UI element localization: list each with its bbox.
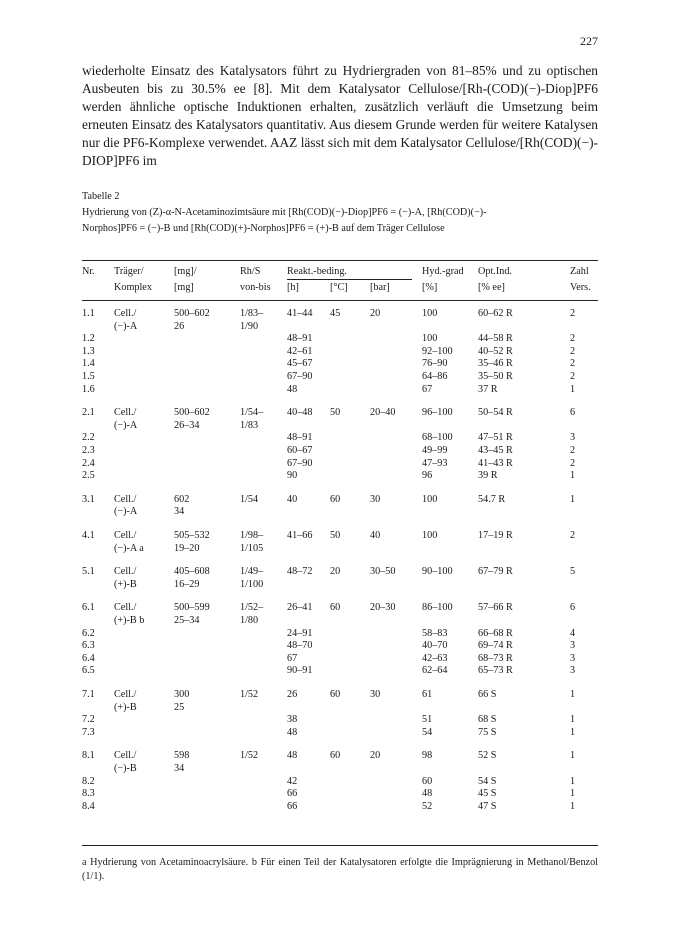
- cell-h: 42–61: [287, 345, 313, 357]
- cell-mg: 602: [174, 493, 190, 505]
- cell-hyd: 48: [422, 788, 433, 800]
- cell-z: 4: [570, 627, 576, 639]
- cell-z: 2: [570, 457, 576, 469]
- cell-tr: Cell./: [114, 689, 137, 700]
- header-opt: Opt.Ind.: [478, 266, 512, 277]
- cell-opt: 69–74 R: [478, 640, 513, 652]
- cell-hyd: 67: [422, 383, 433, 395]
- cell-z: 3: [570, 432, 576, 444]
- cell-hyd: 49–99: [422, 445, 448, 456]
- cell-bar: 40: [370, 530, 381, 541]
- cell-tr: (+)-B b: [114, 615, 145, 626]
- cell-nr: 7.2: [82, 714, 95, 726]
- cell-h: 45–67: [287, 358, 313, 370]
- header-opt-2: [% ee]: [478, 282, 505, 293]
- cell-tr: Cell./: [114, 602, 137, 614]
- cell-mg: 26–34: [174, 419, 200, 431]
- cell-mg: 34: [174, 763, 185, 774]
- table-row: [82, 470, 598, 484]
- cell-opt: 39 R: [478, 470, 498, 482]
- cell-z: 3: [570, 652, 576, 664]
- cell-c: 60: [330, 602, 341, 614]
- cell-mg: 34: [174, 506, 185, 518]
- header-komplex: Komplex: [114, 282, 152, 293]
- cell-h: 24–91: [287, 627, 313, 639]
- cell-z: 1: [570, 800, 576, 812]
- cell-hyd: 58–83: [422, 627, 448, 639]
- cell-hyd: 92–100: [422, 345, 453, 357]
- cell-opt: 60–62 R: [478, 308, 513, 319]
- cell-c: 20: [330, 566, 341, 578]
- cell-z: 1: [570, 726, 576, 738]
- header-hyd: Hyd.-grad: [422, 266, 464, 277]
- cell-z: 1: [570, 714, 576, 726]
- cell-c: 60: [330, 750, 341, 762]
- cell-hyd: 47–93: [422, 457, 448, 469]
- cell-h: 38: [287, 714, 298, 726]
- cell-mg: 500–602: [174, 308, 210, 319]
- cell-z: 5: [570, 566, 576, 578]
- cell-c: 50: [330, 530, 341, 541]
- cell-z: 1: [570, 689, 576, 700]
- cell-opt: 43–45 R: [478, 445, 513, 456]
- cell-h: 40: [287, 493, 298, 505]
- cell-tr: Cell./: [114, 493, 137, 505]
- cell-rh: 1/83: [240, 419, 259, 431]
- cell-opt: 47 S: [478, 800, 497, 812]
- cell-h: 26–41: [287, 602, 313, 614]
- cell-rh: 1/83–: [240, 308, 264, 319]
- cell-opt: 35–50 R: [478, 371, 513, 382]
- cell-z: 2: [570, 371, 576, 382]
- cell-h: 41–44: [287, 308, 313, 319]
- table-bottom-rule: [82, 845, 598, 846]
- cell-mg: 25: [174, 701, 185, 713]
- cell-h: 41–66: [287, 530, 313, 541]
- cell-mg: 25–34: [174, 615, 200, 626]
- header-row-1: [82, 266, 598, 280]
- cell-opt: 41–43 R: [478, 457, 513, 469]
- table-row: [82, 384, 598, 398]
- cell-nr: 6.3: [82, 640, 95, 652]
- cell-nr: 7.1: [82, 689, 95, 700]
- cell-tr: (−)-A: [114, 419, 138, 431]
- cell-bar: 30–50: [370, 566, 396, 578]
- cell-hyd: 61: [422, 689, 433, 700]
- cell-nr: 6.1: [82, 602, 95, 614]
- cell-opt: 52 S: [478, 750, 497, 762]
- cell-nr: 6.5: [82, 665, 95, 677]
- cell-nr: 2.5: [82, 470, 95, 482]
- cell-h: 48–72: [287, 566, 313, 578]
- header-traeger: Träger/: [114, 266, 144, 277]
- cell-tr: Cell./: [114, 407, 137, 419]
- cell-z: 1: [570, 775, 576, 787]
- cell-z: 1: [570, 493, 576, 505]
- cell-opt: 44–58 R: [478, 333, 513, 345]
- cell-hyd: 86–100: [422, 602, 453, 614]
- cell-z: 1: [570, 750, 576, 762]
- cell-h: 66: [287, 788, 298, 800]
- cell-opt: 75 S: [478, 726, 497, 738]
- cell-nr: 7.3: [82, 726, 95, 738]
- header-nr: Nr.: [82, 266, 95, 277]
- cell-tr: Cell./: [114, 530, 137, 541]
- page-number: 227: [580, 34, 598, 48]
- cell-mg: 300: [174, 689, 190, 700]
- body-paragraph: wiederholte Einsatz des Katalysators führt zu Hydriergraden von 81–85% und zu optischen Ausbeuten bis zu 30.5% ee [8]. Mit dem Katalysator Cellulose/[Rh-(COD)(−)-Diop]PF6 werden ähnliche optische Induktionen erhalten, zusätzlich verläuft die Umsetzung beim erneuten Einsatz des Katalysators quantitativ. Aus diesem Grunde werden für weitere Katalysen nur die PF6-Komplexe verwendet. AAZ lässt sich mit dem Katalysator Cellulose/[Rh(COD)(−)-DIOP]PF6 im: [82, 63, 598, 168]
- table-title: Tabelle 2: [82, 191, 120, 202]
- cell-h: 90: [287, 470, 298, 482]
- cell-c: 45: [330, 308, 341, 319]
- cell-hyd: 100: [422, 333, 438, 345]
- cell-hyd: 52: [422, 800, 433, 812]
- cell-tr: (−)-A: [114, 506, 138, 518]
- cell-opt: 35–46 R: [478, 358, 513, 370]
- cell-z: 2: [570, 358, 576, 370]
- cell-nr: 1.3: [82, 345, 95, 357]
- cell-z: 2: [570, 308, 576, 319]
- cell-z: 1: [570, 788, 576, 800]
- cell-nr: 3.1: [82, 493, 95, 505]
- cell-nr: 2.3: [82, 445, 95, 456]
- cell-nr: 2.2: [82, 432, 95, 444]
- cell-h: 60–67: [287, 445, 313, 456]
- cell-tr: Cell./: [114, 308, 137, 319]
- table-row: [82, 506, 598, 520]
- cell-tr: (−)-A a: [114, 542, 144, 554]
- cell-rh: 1/54: [240, 493, 259, 505]
- cell-tr: (−)-A: [114, 320, 138, 332]
- cell-z: 3: [570, 640, 576, 652]
- cell-tr: (+)-B: [114, 701, 137, 713]
- cell-hyd: 42–63: [422, 652, 448, 664]
- cell-rh: 1/100: [240, 578, 264, 590]
- cell-hyd: 100: [422, 530, 438, 541]
- cell-h: 40–48: [287, 407, 313, 419]
- cell-h: 26: [287, 689, 298, 700]
- cell-mg: 405–608: [174, 566, 210, 578]
- cell-bar: 30: [370, 689, 381, 700]
- cell-nr: 8.4: [82, 800, 95, 812]
- table-row: [82, 727, 598, 741]
- cell-nr: 6.4: [82, 652, 95, 664]
- cell-hyd: 62–64: [422, 665, 448, 677]
- cell-z: 2: [570, 333, 576, 345]
- cell-h: 67–90: [287, 371, 313, 382]
- cell-hyd: 96–100: [422, 407, 453, 419]
- cell-tr: (−)-B: [114, 763, 137, 774]
- header-bar: [bar]: [370, 282, 390, 293]
- header-h: [h]: [287, 282, 299, 293]
- cell-nr: 8.1: [82, 750, 95, 762]
- cell-hyd: 64–86: [422, 371, 448, 382]
- cell-mg: 500–599: [174, 602, 210, 614]
- cell-hyd: 54: [422, 726, 433, 738]
- header-mg-2: [mg]: [174, 282, 194, 293]
- cell-bar: 20: [370, 308, 381, 319]
- cell-hyd: 100: [422, 493, 438, 505]
- header-zahl: Zahl: [570, 266, 589, 277]
- cell-h: 66: [287, 800, 298, 812]
- cell-rh: 1/52–: [240, 602, 264, 614]
- table-top-rule: [82, 260, 598, 261]
- table-row: [82, 543, 598, 557]
- cell-mg: 500–602: [174, 407, 210, 419]
- cell-mg: 26: [174, 320, 185, 332]
- cell-opt: 54 S: [478, 775, 497, 787]
- cell-z: 6: [570, 407, 576, 419]
- cell-c: 60: [330, 689, 341, 700]
- cell-nr: 4.1: [82, 530, 95, 541]
- cell-opt: 40–52 R: [478, 345, 513, 357]
- cell-rh: 1/49–: [240, 566, 264, 578]
- cell-c: 60: [330, 493, 341, 505]
- cell-h: 42: [287, 775, 298, 787]
- table-header-rule: [82, 300, 598, 301]
- header-hyd-2: [%]: [422, 282, 438, 293]
- header-c: [°C]: [330, 282, 348, 293]
- cell-z: 2: [570, 530, 576, 541]
- cell-nr: 8.3: [82, 788, 95, 800]
- cell-rh: 1/80: [240, 615, 259, 626]
- cell-nr: 2.4: [82, 457, 95, 469]
- cell-rh: 1/98–: [240, 530, 264, 541]
- cell-bar: 30: [370, 493, 381, 505]
- cell-opt: 67–79 R: [478, 566, 513, 578]
- cell-opt: 68–73 R: [478, 652, 513, 664]
- cell-tr: Cell./: [114, 566, 137, 578]
- header-rh: Rh/S: [240, 266, 261, 277]
- cell-rh: 1/105: [240, 542, 264, 554]
- cell-tr: Cell./: [114, 750, 137, 762]
- cell-z: 2: [570, 445, 576, 456]
- cell-nr: 5.1: [82, 566, 95, 578]
- table-caption-line-2: Norphos]PF6 = (−)-B und [Rh(COD)(+)-Norphos]PF6 = (+)-B auf dem Träger Cellulose: [82, 223, 445, 234]
- cell-h: 67: [287, 652, 298, 664]
- cell-hyd: 100: [422, 308, 438, 319]
- cell-h: 48–91: [287, 432, 313, 444]
- cell-hyd: 60: [422, 775, 433, 787]
- cell-bar: 20–40: [370, 407, 396, 419]
- cell-opt: 66 S: [478, 689, 497, 700]
- cell-z: 2: [570, 345, 576, 357]
- cell-nr: 1.1: [82, 308, 95, 319]
- cell-hyd: 76–90: [422, 358, 448, 370]
- header-vonbis: von-bis: [240, 282, 271, 293]
- cell-mg: 19–20: [174, 542, 200, 554]
- header-reakt: Reakt.-beding.: [287, 266, 347, 277]
- cell-mg: 16–29: [174, 578, 200, 590]
- cell-nr: 1.6: [82, 383, 95, 395]
- cell-z: 1: [570, 383, 576, 395]
- cell-nr: 1.2: [82, 333, 95, 345]
- cell-opt: 50–54 R: [478, 407, 513, 419]
- cell-h: 48–91: [287, 333, 313, 345]
- cell-z: 3: [570, 665, 576, 677]
- cell-z: 1: [570, 470, 576, 482]
- cell-h: 48: [287, 750, 298, 762]
- table-footnote: a Hydrierung von Acetaminoacrylsäure. b Für einen Teil der Katalysatoren erfolgte die Imprägnierung in Methanol/Benzol (1/1).: [82, 857, 598, 882]
- cell-rh: 1/90: [240, 320, 259, 332]
- cell-nr: 2.1: [82, 407, 95, 419]
- cell-rh: 1/54–: [240, 407, 264, 419]
- cell-h: 48: [287, 383, 298, 395]
- cell-nr: 8.2: [82, 775, 95, 787]
- cell-hyd: 98: [422, 750, 433, 762]
- cell-hyd: 96: [422, 470, 433, 482]
- header-row-2: [82, 282, 598, 296]
- cell-hyd: 68–100: [422, 432, 453, 444]
- cell-opt: 45 S: [478, 788, 497, 800]
- table-row: [82, 665, 598, 679]
- cell-nr: 6.2: [82, 627, 95, 639]
- cell-bar: 20: [370, 750, 381, 762]
- cell-z: 6: [570, 602, 576, 614]
- cell-mg: 505–532: [174, 530, 210, 541]
- cell-rh: 1/52: [240, 689, 259, 700]
- cell-opt: 17–19 R: [478, 530, 513, 541]
- header-mg: [mg]/: [174, 266, 197, 277]
- cell-opt: 68 S: [478, 714, 497, 726]
- cell-tr: (+)-B: [114, 578, 137, 590]
- cell-mg: 598: [174, 750, 190, 762]
- cell-opt: 47–51 R: [478, 432, 513, 444]
- cell-h: 67–90: [287, 457, 313, 469]
- cell-bar: 20–30: [370, 602, 396, 614]
- cell-hyd: 40–70: [422, 640, 448, 652]
- cell-opt: 66–68 R: [478, 627, 513, 639]
- cell-opt: 65–73 R: [478, 665, 513, 677]
- cell-h: 90–91: [287, 665, 313, 677]
- reakt-subrule: [287, 279, 412, 280]
- cell-h: 48–70: [287, 640, 313, 652]
- cell-hyd: 51: [422, 714, 433, 726]
- cell-h: 48: [287, 726, 298, 738]
- table-row: [82, 801, 598, 815]
- cell-hyd: 90–100: [422, 566, 453, 578]
- cell-opt: 57–66 R: [478, 602, 513, 614]
- table-caption-line-1: Hydrierung von (Z)-α-N-Acetaminozimtsäure mit [Rh(COD)(−)-Diop]PF6 = (−)-A, [Rh(COD)(−)-: [82, 207, 487, 218]
- header-zahl-2: Vers.: [570, 282, 591, 293]
- cell-rh: 1/52: [240, 750, 259, 762]
- cell-nr: 1.4: [82, 358, 95, 370]
- table-row: [82, 579, 598, 593]
- cell-opt: 37 R: [478, 383, 498, 395]
- cell-nr: 1.5: [82, 371, 95, 382]
- cell-c: 50: [330, 407, 341, 419]
- cell-opt: 54.7 R: [478, 493, 506, 505]
